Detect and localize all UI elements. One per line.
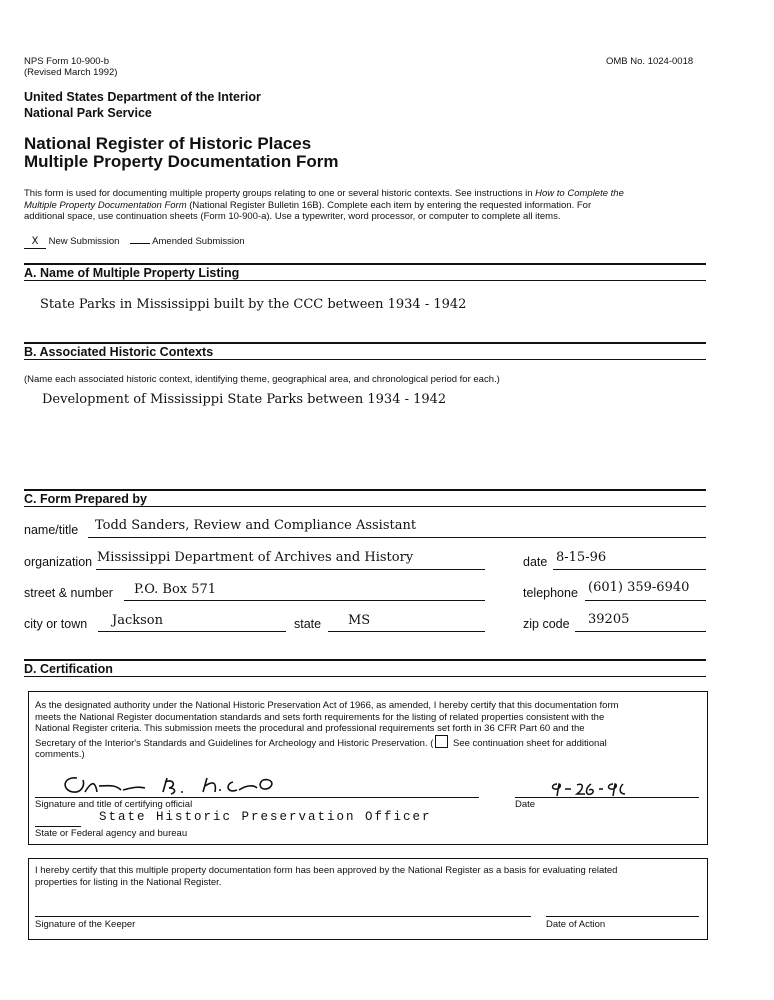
- section-d-bottom-rule: [24, 676, 706, 677]
- zip-line: [575, 631, 706, 632]
- date-line: [553, 569, 706, 570]
- signature-label: Signature and title of certifying official: [35, 799, 193, 810]
- certification-date-line: [515, 797, 699, 798]
- keeper-signature-label: Signature of the Keeper: [35, 919, 136, 930]
- service-name: National Park Service: [24, 106, 152, 120]
- form-title: National Register of Historic Places: [24, 134, 312, 153]
- section-d-top-rule: [24, 659, 706, 661]
- street-line: [124, 600, 485, 601]
- city-label: city or town: [24, 617, 88, 631]
- form-revised: (Revised March 1992): [24, 67, 118, 78]
- section-c-title: C. Form Prepared by: [24, 492, 147, 506]
- city-line: [98, 631, 286, 632]
- section-b-top-rule: [24, 342, 706, 344]
- omb-number: OMB No. 1024-0018: [606, 56, 694, 67]
- amended-submission-blank[interactable]: [130, 243, 150, 244]
- keeper-paragraph: I hereby certify that this multiple property documentation form has been approved by the National Register as a basis for evaluating related properties for listing in the National Register.: [35, 865, 618, 888]
- telephone-field[interactable]: (601) 359-6940: [588, 580, 690, 595]
- form-subtitle: Multiple Property Documentation Form: [24, 152, 339, 171]
- keeper-box: [28, 858, 708, 940]
- keeper-date-line: [546, 916, 699, 917]
- organization-label: organization: [24, 555, 93, 569]
- organization-line: [96, 569, 485, 570]
- intro-paragraph: This form is used for documenting multiple property groups relating to one or several historic contexts. See instructions in How to Complete the Multiple Property Documentation Form (National Register Bulletin 16B). Complete each item by entering the requested information. For additional space, use continuation sheets (Form 10-900-a). Use a typewriter, word processor, or computer to complete all items.: [24, 188, 624, 222]
- submission-type: [24, 236, 245, 249]
- street-label: street & number: [24, 586, 113, 600]
- signature-line: [35, 797, 479, 798]
- date-field[interactable]: 8-15-96: [556, 550, 607, 565]
- section-b-title: B. Associated Historic Contexts: [24, 345, 214, 359]
- continuation-sheet-checkbox[interactable]: [435, 735, 448, 748]
- state-field[interactable]: MS: [348, 613, 371, 628]
- keeper-signature-line: [35, 916, 531, 917]
- telephone-line: [585, 600, 706, 601]
- section-c-top-rule: [24, 489, 706, 491]
- certification-date-label: Date: [515, 799, 536, 810]
- agency-label: State or Federal agency and bureau: [35, 828, 188, 839]
- date-label: date: [523, 555, 548, 569]
- zip-field[interactable]: 39205: [588, 612, 630, 627]
- agency-line: [35, 826, 81, 827]
- new-submission-checkmark[interactable]: X: [24, 236, 46, 249]
- section-d-title: D. Certification: [24, 662, 113, 676]
- certification-paragraph: As the designated authority under the National Historic Preservation Act of 1966, as amended, I hereby certify that this documentation form meets the National Register documentation standards and sets forth requirements for the listing of related properties consistent with the National Register criteria. This submission meets the procedural and professional requirements set forth in 36 CFR Part 60 and the Secretary of the Interior's Standards and Guidelines for Archeology and Historic Preservation. ( See continuation sheet for additional comments.): [35, 700, 619, 760]
- section-b-bottom-rule: [24, 359, 706, 360]
- historic-context-value[interactable]: Development of Mississippi State Parks between 1934 - 1942: [42, 392, 447, 407]
- section-b-instruction: (Name each associated historic context, identifying theme, geographical area, and chronological period for each.): [24, 374, 500, 385]
- section-a-bottom-rule: [24, 280, 706, 281]
- section-a-top-rule: [24, 263, 706, 265]
- name-title-label: name/title: [24, 523, 79, 537]
- name-title-field[interactable]: Todd Sanders, Review and Compliance Assistant: [95, 518, 417, 533]
- city-field[interactable]: Jackson: [112, 613, 163, 628]
- property-listing-name[interactable]: State Parks in Mississippi built by the CCC between 1934 - 1942: [40, 297, 467, 312]
- department-name: United States Department of the Interior: [24, 90, 261, 104]
- certifying-official-signature: [57, 772, 297, 798]
- section-c-bottom-rule: [24, 506, 706, 507]
- form-number: NPS Form 10-900-b: [24, 56, 110, 67]
- new-submission-label: New Submission: [48, 236, 120, 247]
- agency-field[interactable]: State Historic Preservation Officer: [99, 810, 432, 824]
- state-line: [328, 631, 485, 632]
- name-title-line: [88, 537, 706, 538]
- amended-submission-label: Amended Submission: [152, 236, 245, 247]
- state-label: state: [294, 617, 322, 631]
- keeper-date-label: Date of Action: [546, 919, 606, 930]
- certification-box: [28, 691, 708, 845]
- section-a-title: A. Name of Multiple Property Listing: [24, 266, 240, 280]
- organization-field[interactable]: Mississippi Department of Archives and History: [97, 550, 414, 565]
- zip-label: zip code: [523, 617, 570, 631]
- telephone-label: telephone: [523, 586, 578, 600]
- street-field[interactable]: P.O. Box 571: [134, 582, 217, 597]
